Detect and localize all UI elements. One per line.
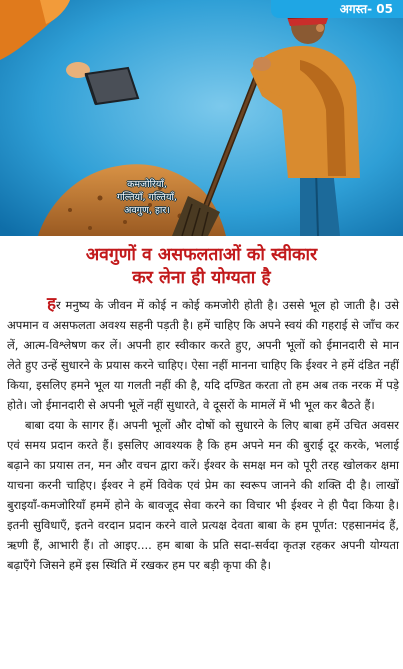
paragraph-2: बाबा दया के सागर हैं। अपनी भूलों और दोषों को सुधारने के लिए बाबा हमें उचित अवसर एवं समय प्रदान करते हैं। इसलिए आवश्यक है कि हम अपने मन की बुराई दूर करके, भलाई बढ़ाने का प्रयास तन, मन और वचन द्वारा करें। ईश्वर के समक्ष मन को पूरी तरह खोलकर क्षमा याचना करनी चाहिए। ईश्वर ने हमें विवेक एवं प्रेम का स्वरूप जानने की शक्ति दी है। लाखों बुराइयाँ-कमजोरियाँ हममें होने के बावजूद सेवा करने का विचार भी ईश्वर ने ही पैदा किया है। इतनी सुविधाएँ, इतने वरदान प्रदान करने वाले प्रत्यक्ष देवता बाबा के हम पूर्णत: एहसानमंद हैं, ऋणी हैं, आभारी हैं। तो आइए.... हम बाबा के प्रति सदा-सर्वदा कृतज्ञ रहकर अपनी योग्यता बढ़ाएँगे जिसने हमें इस स्थिति में रखकर हम पर बड़ी कृपा की है।	[7, 418, 399, 572]
title-line-2: कर लेना ही योग्यता है	[132, 268, 271, 288]
article-title	[0, 244, 403, 290]
caption-line: अवगुण, हार।	[124, 205, 170, 216]
caption-line: गल्तियाँ, गल्तियाँ,	[117, 192, 177, 203]
article-body	[7, 294, 399, 575]
illustration-caption	[89, 178, 205, 223]
caption-line: कमजोरियाँ,	[127, 179, 167, 190]
dropcap: ह	[47, 294, 57, 314]
paragraph-1	[7, 294, 399, 415]
title-line-1: अवगुणों व असफलताओं को स्वीकार	[85, 245, 318, 265]
paragraph-1-text: र मनुष्य के जीवन में कोई न कोई कमजोरी होती है। उससे भूल हो जाती है। उसे अपमान व असफलता अवश्य सहनी पड़ती है। हमें चाहिए कि अपने स्वयं की गहराई से जाँच कर लें, आत्म-विश्लेषण कर लें। अपनी हार स्वीकार करते हुए, अपनी भूलों को ईमानदारी से मान लेते हुए उन्हें सुधारने के प्रयास करने चाहिए। ऐसा नहीं मानना चाहिए कि ईश्वर ने हमें दंडित नहीं किया, इसलिए हमने भूल या गलती नहीं की है, यदि दण्डित करता तो हम अब तक नरक में पड़े होते। जो ईमानदारी से अपनी भूलें नहीं सुधारते, वे दूसरों के मामलें में भी भूल कर बैठते हैं।	[7, 298, 399, 412]
date-label: अगस्त- 05	[271, 0, 403, 18]
